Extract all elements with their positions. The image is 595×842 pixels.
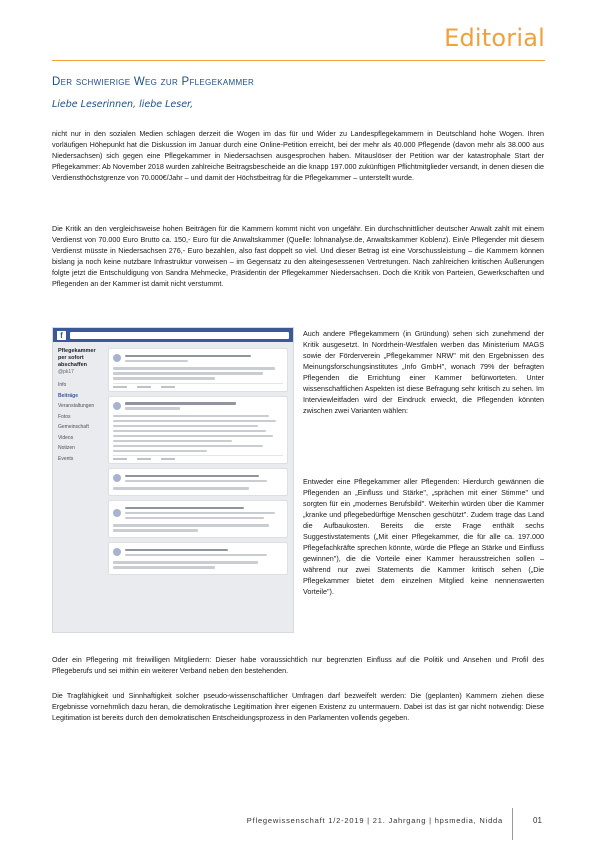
salutation: Liebe Leserinnen, liebe Leser, — [52, 99, 194, 110]
paragraph-option-chamber: Entweder eine Pflegekammer aller Pflegenden: Hierdurch gewännen die Pflegenden an „Einfluss und Stärke", „sprächen mit einer Stimme" und sorgten für ein „modernes Berufsbild". Weiterhin würden über die Kammer „kranke und pflegebedürftige Menschen geschützt". Zudem trage das Land die Aufbaukosten. Bereits die erste Frage enthält sechs Suggestivstatements („Mit einer Pflegekammer, die für alle ca. 197.000 Pflegefachkräfte sprechen könnte, würde die Pflege an Stärke und Einfluss gewinnen"), die die Vorteile einer Kammer herausstreichen sollen – während nur zwei Statements die Kammer kritisch sehen („Die Pflegekammer bietet dem einzelnen Mitglied keine nennenswerten Vorteile"). — [303, 477, 544, 596]
facebook-nav-item: Beiträge — [58, 392, 79, 399]
paragraph-option-ring: Oder ein Pflegering mit freiwilligen Mitgliedern: Dieser habe voraussichtlich nur begrenzten Einfluss auf die Politik und Ansehen und Profil des Pflegeberufs und sei mithin ein weiterer Verband neben den bestehenden. — [52, 655, 544, 675]
section-title: Editorial — [444, 24, 545, 52]
avatar — [113, 548, 121, 556]
paragraph-conclusion: Die Tragfähigkeit und Sinnhaftigkeit solcher pseudo-wissenschaftlicher Umfragen darf bezweifelt werden: Die (geplanten) Kammern ziehen diese Ergebnisse vornehmlich dazu heran, die demokratische Legitimation ihrer eigenen Existenz zu untermauern. Dabei ist das ist gar nicht notwendig: Diese Legitimation ist bereits durch den demokratischen Entscheidungsprozess in den Parlamenten vollends gegeben. — [52, 691, 544, 722]
facebook-nav-item: Info — [58, 382, 67, 388]
footer-divider — [512, 808, 513, 840]
facebook-page-name: Pflegekammer per sofort abschaffen — [58, 348, 96, 368]
facebook-post — [108, 542, 288, 575]
facebook-feed — [108, 348, 288, 579]
facebook-post — [108, 348, 288, 392]
paragraph-other-chambers: Auch andere Pflegekammern (in Gründung) sehen sich zunehmend der Kritik ausgesetzt. In Nordrhein-Westfalen werben das Ministerium MAGS sowie der Förderverein „Pflegekammer NRW" mit den Ergebnissen des Meinungsforschungsinstitutes „Info GmbH", wonach 79% der befragten Pflegenden die Errichtung einer Kammer befürworteten. Unter wissenschaftlichen Aspekten ist diese Befragung sehr kritisch zu sehen. Im Interviewleitfaden wird der Eindruck erweckt, die Pflegenden könnten zwischen zwei Varianten wählen: — [303, 329, 544, 415]
avatar — [113, 402, 121, 410]
facebook-screenshot — [52, 327, 294, 633]
facebook-nav-item: Veranstaltungen — [58, 403, 95, 409]
avatar — [113, 354, 121, 362]
paragraph-intro: nicht nur in den sozialen Medien schlagen derzeit die Wogen im das für und Wider zu Landespflegekammern in Deutschland hohe Wogen. Ihren vorläufigen Höhepunkt hat die Diskussion im Januar durch eine Online-Petition erreicht, bei der mehr als 40.000 Pflegende (davon mehr als 38.000 aus Niedersachsen) sich gegen eine Pflegekammer in Niedersachsen ausgesprochen haben. Mitauslöser der Petition war der katastrophale Start der Pflegekammer: Ab November 2018 wurden zahlreiche Beitragsbescheide an die knapp 197.000 zukünftigen Pflichtmitglieder versandt, in denen diesen die Verdiensthöchstgrenze von 70.000€/Jahr – und damit der Höchstbeitrag für die Pflegekammer – unterstellt wurde. — [52, 129, 544, 182]
avatar — [113, 509, 121, 517]
facebook-post — [108, 396, 288, 465]
page-number: 01 — [533, 816, 542, 825]
facebook-page-handle: @pk17 — [58, 369, 74, 375]
facebook-nav-item: Fotos — [58, 413, 71, 420]
facebook-search-bar — [70, 332, 289, 339]
facebook-nav-item: Events — [58, 455, 74, 462]
article-title: Der schwierige Weg zur Pflegekammer — [52, 76, 255, 88]
facebook-post — [108, 500, 288, 538]
facebook-nav-item: Gemeinschaft — [58, 424, 89, 430]
facebook-post — [108, 468, 288, 496]
header-divider — [52, 60, 545, 61]
facebook-top-bar — [53, 328, 293, 342]
facebook-nav-item: Notizen — [58, 445, 75, 451]
facebook-nav-item: Videos — [58, 434, 74, 441]
facebook-logo-icon: f — [57, 331, 66, 340]
facebook-sidebar — [58, 348, 102, 464]
paragraph-fees: Die Kritik an den vergleichsweise hohen Beiträgen für die Kammern kommt nicht von ungefähr. Ein durchschnittlicher deutscher Anwalt zahlt mit einem Verdienst von 70.000 Euro Brutto ca. 150,- Euro für die Anwaltskammer (Quelle: lohnanalyse.de, Anwaltskammer Koblenz). Ein/e Pflegender mit diesem Verdienst müsste in Niedersachsen 276,- Euro bezahlen, also fast doppelt so viel. Und dieser Betrag ist eine Vorschussleistung – die Kammern können bislang ja noch keine nutzbare Infrastruktur vorweisen – im Gegensatz zu den alteingesessenen Vertretungen. Nach zahlreichen kritischen Äußerungen folgte jetzt die Entschuldigung von Sandra Mehmecke, Präsidentin der Pflegekammer Niedersachsen. Doch die Kritik von Parteien, Gewerkschaften und Pflegenden an der Kammer ist damit nicht verstummt. — [52, 224, 544, 288]
avatar — [113, 474, 121, 482]
footer-journal: Pflegewissenschaft 1/2-2019 | 21. Jahrgang | hpsmedia, Nidda — [246, 816, 503, 825]
